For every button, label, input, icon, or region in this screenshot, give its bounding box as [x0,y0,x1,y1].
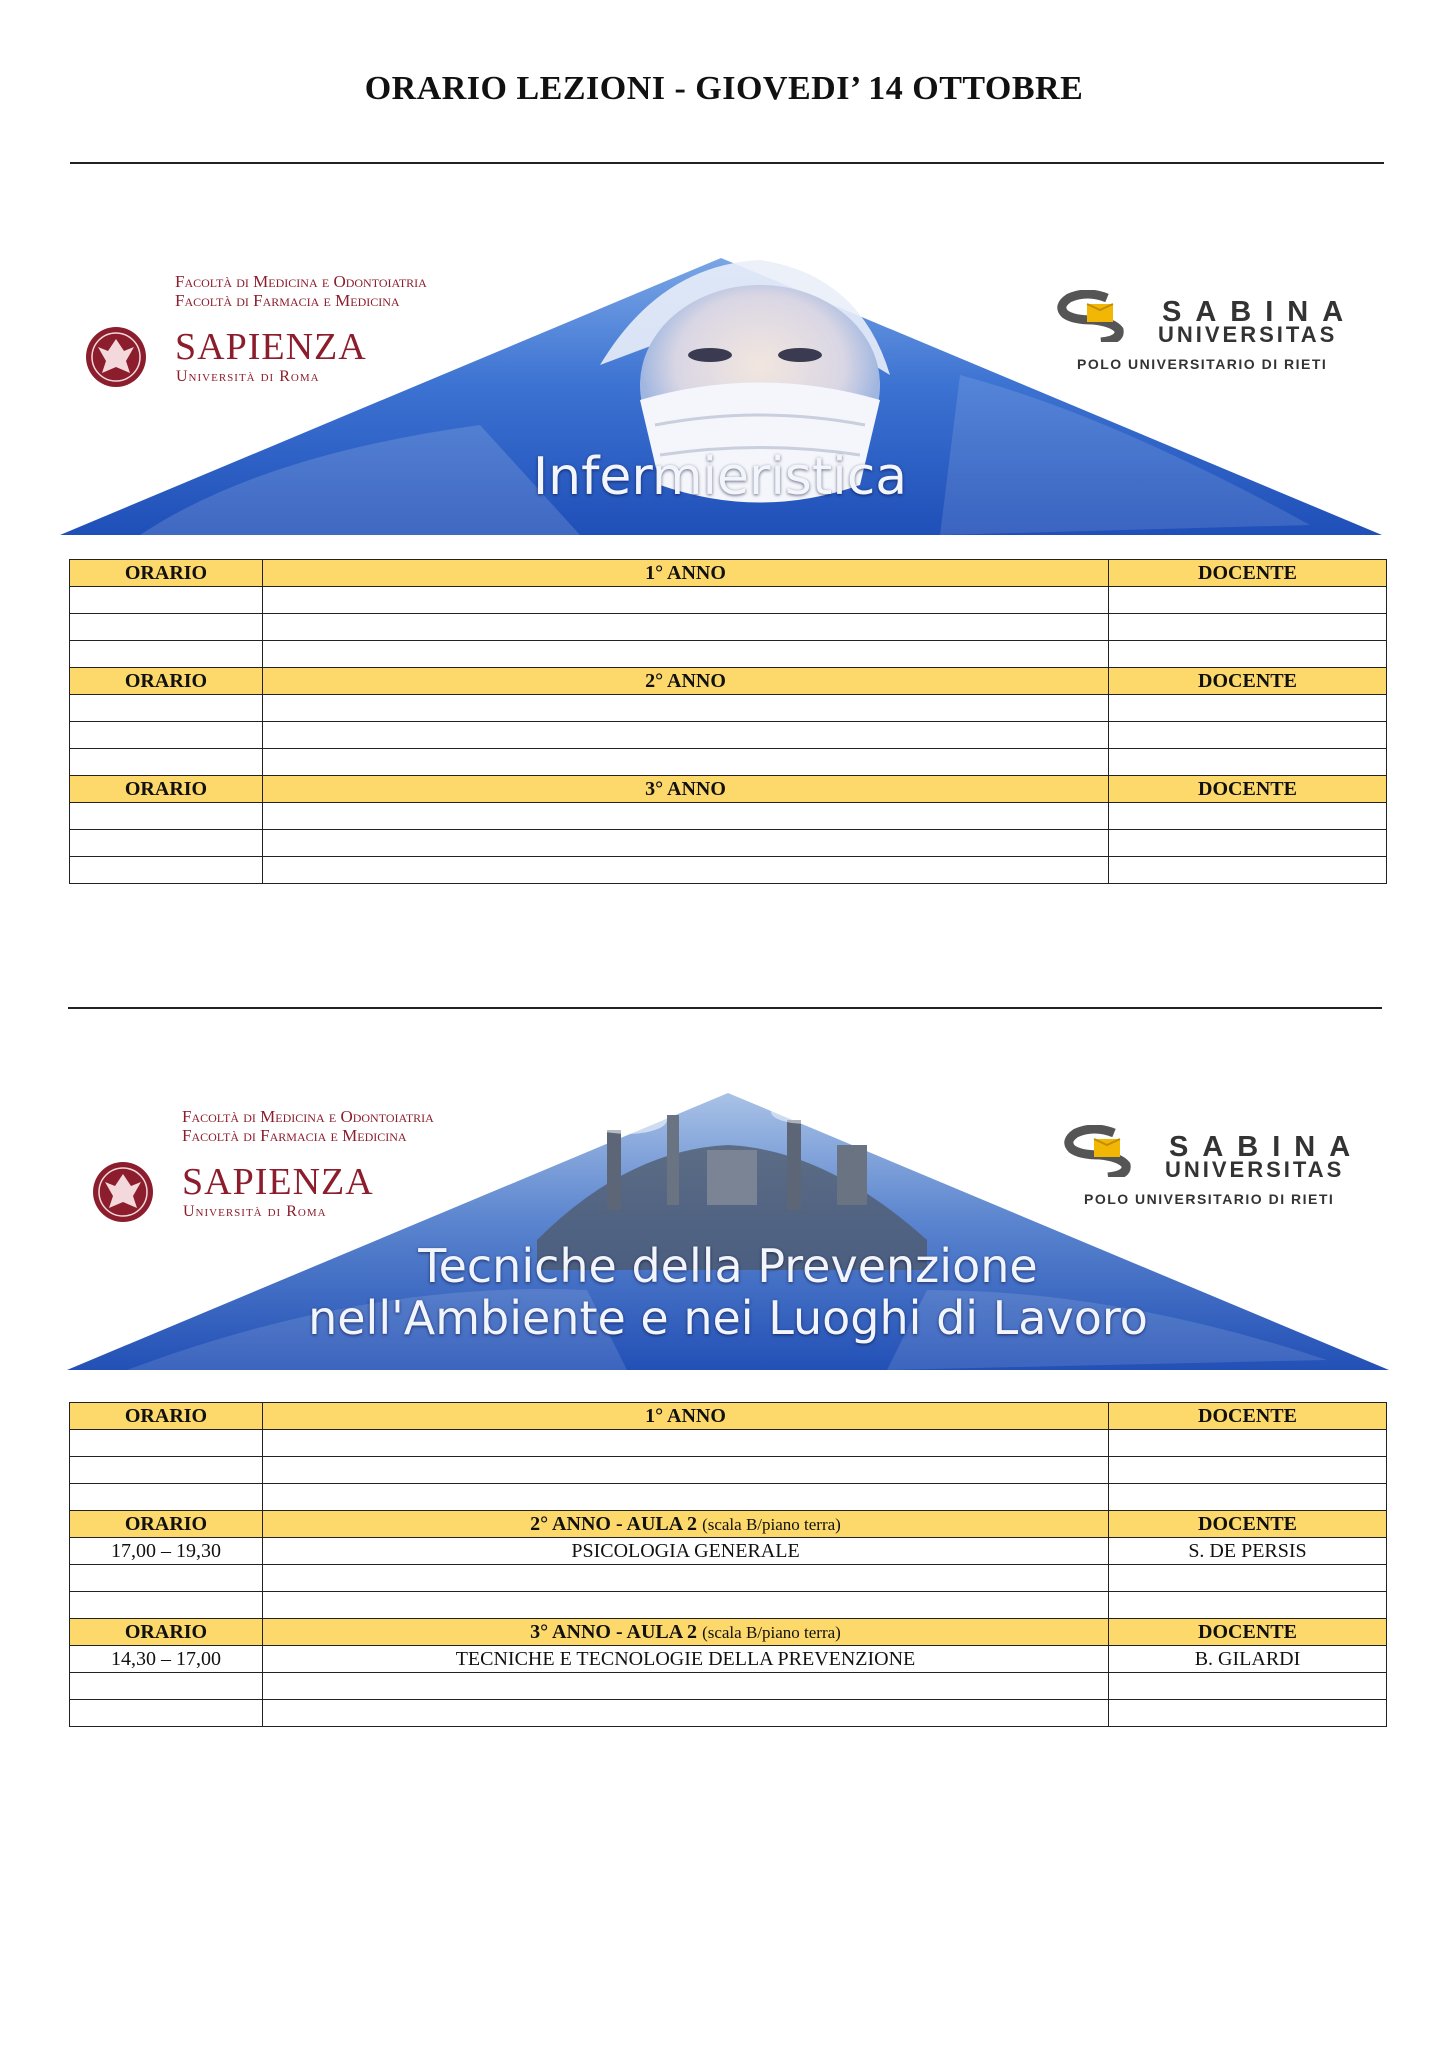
orario-cell [70,1484,263,1511]
orario-cell [70,614,263,641]
docente-header: DOCENTE [1109,1619,1387,1646]
sapienza-subtitle: Università di Roma [183,1203,327,1220]
corso-cell [263,1592,1109,1619]
orario-header: ORARIO [70,1403,263,1430]
anno-header: 1° ANNO [263,1403,1109,1430]
anno-header: 1° ANNO [263,560,1109,587]
anno-header [263,1619,1109,1646]
orario-cell [70,857,263,884]
corso-cell: TECNICHE E TECNOLOGIE DELLA PREVENZIONE [263,1646,1109,1673]
divider-top [70,162,1384,164]
corso-cell [263,1430,1109,1457]
docente-cell [1109,587,1387,614]
corso-cell [263,641,1109,668]
corso-cell [263,695,1109,722]
banner-title-line-1: Tecniche della Prevenzione [418,1239,1038,1293]
aula-note: (scala B/piano terra) [702,1514,841,1534]
docente-cell [1109,1592,1387,1619]
banner-infermieristica [60,255,1382,537]
orario-cell [70,1457,263,1484]
docente-cell: S. DE PERSIS [1109,1538,1387,1565]
sabina-universitas: UNIVERSITAS [1158,322,1338,347]
banner-title-line-2: nell'Ambiente e nei Luoghi di Lavoro [308,1291,1148,1345]
sapienza-seal-icon [91,1152,155,1232]
corso-cell [263,1565,1109,1592]
corso-cell [263,587,1109,614]
table-header-row [70,1403,1387,1430]
corso-cell [263,749,1109,776]
sapienza-name: SAPIENZA [182,1161,374,1203]
banner-tecniche-prevenzione [67,1090,1389,1372]
orario-cell [70,587,263,614]
faculty-line-1: Facoltà di Medicina e Odontoiatria [175,272,427,291]
sabina-logo-icon [1057,290,1129,342]
table-row [70,749,1387,776]
table-row [70,1457,1387,1484]
orario-cell: 14,30 – 17,00 [70,1646,263,1673]
anno-header: 2° ANNO [263,668,1109,695]
docente-cell [1109,1430,1387,1457]
docente-cell [1109,695,1387,722]
aula-note: (scala B/piano terra) [702,1622,841,1642]
orario-cell [70,695,263,722]
table-header-row [70,776,1387,803]
docente-cell [1109,803,1387,830]
table-row [70,830,1387,857]
table-row [70,1430,1387,1457]
faculty-text [175,272,427,310]
table-row [70,1673,1387,1700]
aula-label: - AULA 2 [610,1512,698,1535]
sabina-polo: POLO UNIVERSITARIO DI RIETI [1084,1191,1335,1207]
table-row [70,641,1387,668]
divider-middle [68,1007,1382,1009]
corso-cell [263,1457,1109,1484]
banner-title [267,1240,1189,1344]
orario-cell [70,749,263,776]
faculty-line-2: Facoltà di Farmacia e Medicina [175,291,400,310]
anno-label: 3° ANNO [530,1620,616,1643]
sabina-logo-icon [1064,1125,1136,1177]
orario-cell [70,1700,263,1727]
schedule-table-tecniche-prevenzione [69,1402,1387,1727]
sabina-name: SABINA [1169,1131,1365,1163]
corso-cell: PSICOLOGIA GENERALE [263,1538,1109,1565]
table-row [70,587,1387,614]
corso-cell [263,803,1109,830]
faculty-line-1: Facoltà di Medicina e Odontoiatria [182,1107,434,1126]
docente-cell [1109,1673,1387,1700]
faculty-line-2: Facoltà di Farmacia e Medicina [182,1126,407,1145]
docente-cell [1109,641,1387,668]
aula-label: - AULA 2 [615,1620,698,1643]
corso-cell [263,1484,1109,1511]
orario-cell [70,1565,263,1592]
docente-cell [1109,1565,1387,1592]
table-header-row [70,668,1387,695]
orario-cell: 17,00 – 19,30 [70,1538,263,1565]
corso-cell [263,722,1109,749]
orario-header: ORARIO [70,668,263,695]
table-row [70,857,1387,884]
table-row [70,1538,1387,1565]
docente-header: DOCENTE [1109,776,1387,803]
docente-cell [1109,614,1387,641]
table-row [70,695,1387,722]
orario-cell [70,641,263,668]
docente-cell: B. GILARDI [1109,1646,1387,1673]
orario-cell [70,1430,263,1457]
sabina-polo: POLO UNIVERSITARIO DI RIETI [1077,356,1328,372]
table-row [70,1646,1387,1673]
docente-cell [1109,857,1387,884]
docente-cell [1109,1700,1387,1727]
docente-cell [1109,722,1387,749]
docente-cell [1109,1457,1387,1484]
orario-header: ORARIO [70,1619,263,1646]
orario-cell [70,803,263,830]
sapienza-subtitle: Università di Roma [176,368,320,385]
orario-header: ORARIO [70,560,263,587]
table-header-row [70,560,1387,587]
table-row [70,614,1387,641]
corso-cell [263,1673,1109,1700]
table-row [70,1592,1387,1619]
page-title: ORARIO LEZIONI - GIOVEDI’ 14 OTTOBRE [364,70,1084,107]
orario-cell [70,722,263,749]
banner-title: Infermieristica [532,447,908,507]
docente-cell [1109,749,1387,776]
docente-header: DOCENTE [1109,1511,1387,1538]
anno-header: 3° ANNO [263,776,1109,803]
docente-cell [1109,830,1387,857]
anno-label: 2° ANNO [530,1512,611,1535]
faculty-text [182,1107,434,1145]
docente-header: DOCENTE [1109,560,1387,587]
table-row [70,1700,1387,1727]
sapienza-name: SAPIENZA [175,326,367,368]
table-header-row [70,1619,1387,1646]
corso-cell [263,1700,1109,1727]
orario-cell [70,830,263,857]
sapienza-seal-icon [84,317,148,397]
table-row [70,1484,1387,1511]
table-row [70,803,1387,830]
docente-header: DOCENTE [1109,668,1387,695]
docente-cell [1109,1484,1387,1511]
table-row [70,722,1387,749]
orario-cell [70,1673,263,1700]
orario-header: ORARIO [70,776,263,803]
docente-header: DOCENTE [1109,1403,1387,1430]
orario-cell [70,1592,263,1619]
sabina-universitas: UNIVERSITAS [1165,1157,1345,1182]
corso-cell [263,830,1109,857]
schedule-table-infermieristica [69,559,1387,884]
table-header-row [70,1511,1387,1538]
corso-cell [263,614,1109,641]
anno-header [263,1511,1109,1538]
sabina-name: SABINA [1162,296,1358,328]
orario-header: ORARIO [70,1511,263,1538]
corso-cell [263,857,1109,884]
table-row [70,1565,1387,1592]
